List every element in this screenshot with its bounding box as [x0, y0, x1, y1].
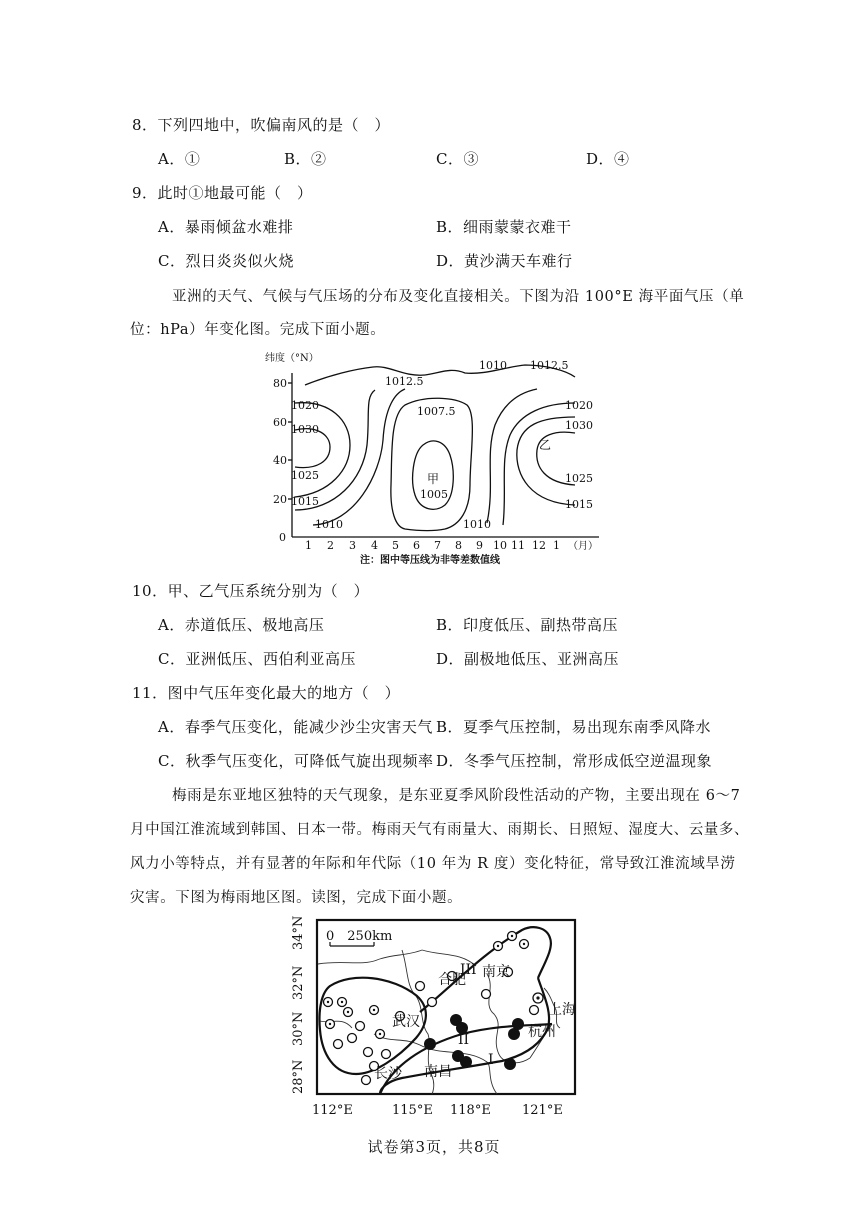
svg-text:1010: 1010 [479, 359, 507, 372]
svg-text:1012.5: 1012.5 [385, 375, 424, 388]
intro2-line3: 风力小等特点，并有显著的年际和年代际（10 年为 R 度）变化特征，常导致江淮流域旱涝 [130, 856, 736, 872]
intro2-line1: 梅雨是东亚地区独特的天气现象，是东亚夏季风阶段性活动的产物，主要出现在 6～7 [172, 788, 741, 804]
svg-text:1025: 1025 [565, 472, 593, 485]
figure-note: 注：图中等压线为非等差数值线 [360, 555, 500, 566]
svg-text:1005: 1005 [420, 488, 448, 501]
svg-text:4: 4 [371, 539, 378, 552]
q8-option-a[interactable]: A．① [158, 150, 201, 168]
q10-option-c[interactable]: C．亚洲低压、西伯利亚高压 [158, 650, 356, 668]
question-9-stem: 9．此时①地最可能（ ） [132, 184, 313, 202]
svg-text:118°E: 118°E [450, 1103, 491, 1118]
label-hefei: 合肥 [438, 972, 466, 988]
svg-text:1: 1 [553, 539, 560, 552]
q9-option-c[interactable]: C．烈日炎炎似火烧 [158, 252, 294, 270]
q11-option-a[interactable]: A．春季气压变化，能减少沙尘灾害天气 [158, 718, 433, 736]
q8-option-d[interactable]: D．④ [586, 150, 630, 168]
question-8-stem: 8．下列四地中，吹偏南风的是（ ） [132, 116, 391, 134]
q11-option-c[interactable]: C．秋季气压变化，可降低气旋出现频率 [158, 752, 434, 770]
question-10-stem: 10．甲、乙气压系统分别为（ ） [132, 582, 370, 600]
map-scale-bar [326, 929, 392, 946]
svg-text:9: 9 [476, 539, 483, 552]
svg-text:0: 0 [279, 531, 286, 544]
label-shanghai: 上海 [548, 1002, 576, 1018]
svg-text:40: 40 [273, 454, 287, 467]
svg-text:1010: 1010 [463, 518, 491, 531]
svg-text:1020: 1020 [565, 399, 593, 412]
svg-text:1030: 1030 [565, 419, 593, 432]
label-region-2: II [458, 1032, 470, 1048]
intro2-line2: 月中国江淮流域到韩国、日本一带。梅雨天气有雨量大、雨期长、日照短、湿度大、云量多、 [130, 822, 750, 838]
svg-text:1025: 1025 [291, 469, 319, 482]
svg-text:3: 3 [349, 539, 356, 552]
svg-text:30°N: 30°N [291, 1011, 306, 1046]
question-11-stem: 11．图中气压年变化最大的地方（ ） [132, 684, 401, 702]
svg-text:32°N: 32°N [291, 965, 306, 1000]
map-lat-labels [291, 916, 306, 1094]
intro2-line4: 灾害。下图为梅雨地区图。读图，完成下面小题。 [130, 890, 463, 906]
label-region-1: I [488, 1052, 494, 1068]
map-city-labels [374, 962, 576, 1082]
intro1-line1: 亚洲的天气、气候与气压场的分布及变化直接相关。下图为沿 100°E 海平面气压（单 [172, 289, 745, 305]
svg-text:121°E: 121°E [522, 1103, 563, 1118]
svg-text:34°N: 34°N [291, 916, 306, 950]
svg-text:1012.5: 1012.5 [530, 359, 569, 372]
label-hangzhou: 杭州 [528, 1024, 556, 1040]
svg-text:5: 5 [392, 539, 399, 552]
svg-text:1007.5: 1007.5 [417, 405, 456, 418]
svg-text:115°E: 115°E [392, 1103, 433, 1118]
svg-text:20: 20 [273, 493, 287, 506]
meiyu-region-map [282, 916, 582, 1122]
svg-text:8: 8 [455, 539, 462, 552]
svg-text:60: 60 [273, 416, 287, 429]
svg-text:1030: 1030 [291, 423, 319, 436]
svg-text:6: 6 [413, 539, 420, 552]
intro1-line2: 位：hPa）年变化图。完成下面小题。 [130, 322, 386, 338]
pressure-isobar-figure [255, 345, 615, 570]
label-nanchang: 南昌 [424, 1064, 452, 1080]
pressure-axis-labels [265, 351, 598, 566]
q10-option-d[interactable]: D．副极地低压、亚洲高压 [436, 650, 620, 668]
q10-option-b[interactable]: B．印度低压、副热带高压 [436, 616, 619, 634]
q11-option-d[interactable]: D．冬季气压控制，常形成低空逆温现象 [436, 752, 713, 770]
svg-text:1015: 1015 [565, 498, 593, 511]
svg-text:7: 7 [434, 539, 441, 552]
q9-option-a[interactable]: A．暴雨倾盆水难排 [158, 218, 294, 236]
label-jia: 甲 [427, 472, 440, 486]
y-axis-title: 纬度（°N） [265, 353, 319, 364]
label-nanjing: 南京 [482, 964, 510, 980]
svg-text:112°E: 112°E [312, 1103, 353, 1118]
svg-text:28°N: 28°N [291, 1059, 306, 1094]
q8-option-c[interactable]: C．③ [436, 150, 479, 168]
q11-option-b[interactable]: B．夏季气压控制，易出现东南季风降水 [436, 718, 712, 736]
q9-option-b[interactable]: B．细雨蒙蒙衣难干 [436, 218, 572, 236]
svg-text:1020: 1020 [291, 399, 319, 412]
svg-text:2: 2 [327, 539, 334, 552]
svg-text:0 250km: 0 250km [326, 929, 393, 944]
q10-option-a[interactable]: A．赤道低压、极地高压 [158, 616, 325, 634]
q9-option-d[interactable]: D．黄沙满天车难行 [436, 252, 573, 270]
map-lon-labels [312, 1103, 563, 1118]
label-yi: 乙 [539, 438, 552, 452]
label-changsha: 长沙 [374, 1066, 402, 1082]
svg-text:11: 11 [511, 539, 525, 552]
svg-text:10: 10 [493, 539, 507, 552]
svg-text:80: 80 [273, 377, 287, 390]
svg-text:1010: 1010 [315, 518, 343, 531]
page-footer: 试卷第3页，共8页 [367, 1138, 501, 1156]
q8-option-b[interactable]: B．② [284, 150, 327, 168]
label-region-3: III [460, 962, 477, 978]
svg-text:1: 1 [305, 539, 312, 552]
isobar-labels [291, 359, 593, 531]
label-wuhan: 武汉 [392, 1014, 420, 1030]
svg-text:1015: 1015 [291, 495, 319, 508]
svg-text:12: 12 [532, 539, 546, 552]
svg-text:（月）: （月） [568, 541, 598, 552]
